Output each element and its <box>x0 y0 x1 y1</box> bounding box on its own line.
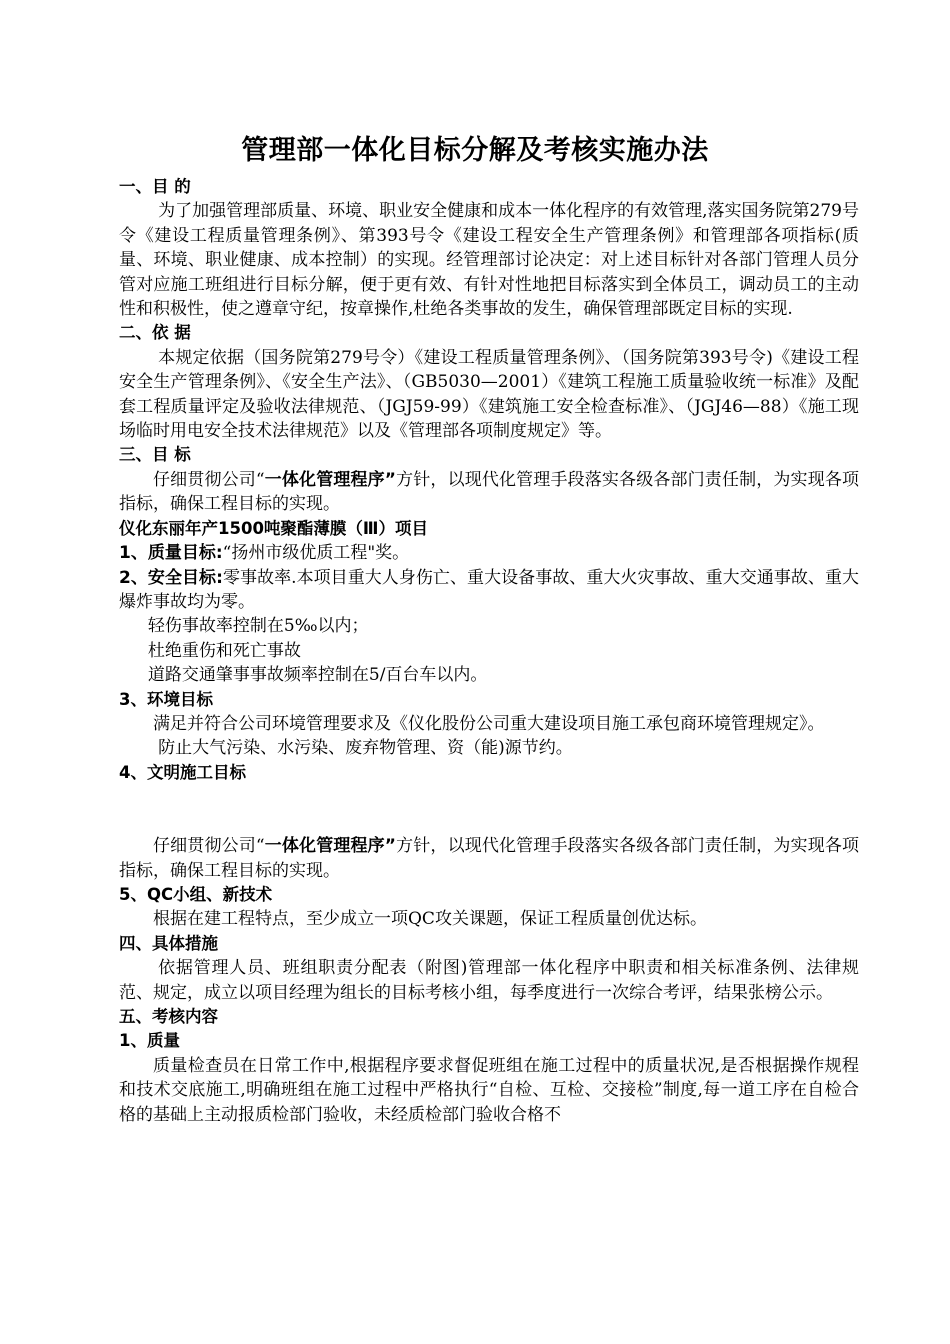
section-heading-goals: 三、目 标 <box>119 445 191 465</box>
document-title: 管理部一体化目标分解及考核实施办法 <box>241 135 709 166</box>
blank-gap <box>119 785 859 834</box>
section-heading-basis: 二、依 据 <box>119 323 191 343</box>
safety-goal-line-2: 杜绝重伤和死亡事故 <box>147 640 301 661</box>
quality-goal <box>119 541 859 565</box>
safety-goal <box>119 566 859 615</box>
civilized-text-pre: 仔细贯彻公司“ <box>153 836 265 857</box>
quality-goal-text: “扬州市级优质工程"奖。 <box>222 543 410 564</box>
assessment-quality-heading: 1、质量 <box>119 1031 180 1051</box>
civilized-construction-goal-heading: 4、文明施工目标 <box>119 762 246 782</box>
environment-goal-para-1: 满足并符合公司环境管理要求及《仪化股份公司重大建设项目施工承包商环境管理规定》。 <box>153 713 825 734</box>
goals-text-bold: 一体化管理程序” <box>264 469 396 490</box>
safety-goal-text: 零事故率.本项目重大人身伤亡、重大设备事故、重大火灾事故、重大交通事故、重大爆炸事故均为零。 <box>119 567 859 612</box>
civilized-construction-goal-para <box>119 834 859 883</box>
paragraph-basis: 本规定依据（国务院第279号令）《建设工程质量管理条例》、（国务院第393号令)《建设工程安全生产管理条例》、《安全生产法》、（GB5030—2001）《建筑工程施工质量验收统一标准》及配套工程质量评定及验收法律规范、（JGJ59-99）《建筑施工安全检查标准》、（JGJ46—88）《施工现场临时用电安全技术法律规范》以及《管理部各项制度规定》等。 <box>119 347 859 442</box>
quality-goal-label: 1、质量目标: <box>119 543 223 564</box>
goals-text-post: 方针，以现代化管理手段落实各级各部门责任制，为实现各项指标，确保工程目标的实现。 <box>119 469 859 515</box>
qc-goal-heading: 5、QC小组、新技术 <box>119 884 273 904</box>
paragraph-purpose: 为了加强管理部质量、环境、职业安全健康和成本一体化程序的有效管理,落实国务院第279号令《建设工程质量管理条例》、第393号令《建设工程安全生产管理条例》和管理部各项指标(质量、环境、职业健康、成本控制）的实现。经管理部讨论决定：对上述目标针对各部门管理人员分管对应施工班组进行目标分解，便于更有效、有针对性地把目标落实到全体员工，调动员工的主动性和积极性，使之遵章守纪，按章操作,杜绝各类事故的发生，确保管理部既定目标的实现. <box>119 201 859 320</box>
section-heading-purpose: 一、目 的 <box>119 177 191 196</box>
goals-text-pre: 仔细贯彻公司“ <box>153 469 265 490</box>
civilized-text-post: 方针，以现代化管理手段落实各级各部门责任制，为实现各项指标，确保工程目标的实现。 <box>119 836 859 881</box>
environment-goal-para-2: 防止大气污染、水污染、废弃物管理、资（能)源节约。 <box>158 738 573 759</box>
document-body <box>119 175 859 1127</box>
environment-goal-heading: 3、环境目标 <box>119 689 213 709</box>
qc-goal-para: 根据在建工程特点，至少成立一项QC攻关课题，保证工程质量创优达标。 <box>153 909 707 930</box>
paragraph-measures: 依据管理人员、班组职责分配表（附图)管理部一体化程序中职责和相关标准条例、法律规范、规定，成立以项目经理为组长的目标考核小组，每季度进行一次综合考评，结果张榜公示。 <box>119 958 859 1003</box>
project-title: 仪化东丽年产1500吨聚酯薄膜（Ⅲ）项目 <box>119 518 429 538</box>
safety-goal-label: 2、安全目标: <box>119 567 223 588</box>
safety-goal-line-3: 道路交通肇事事故频率控制在5/百台车以内。 <box>147 665 488 686</box>
paragraph-goals <box>119 468 859 517</box>
civilized-text-bold: 一体化管理程序” <box>264 836 396 857</box>
assessment-quality-para: 质量检查员在日常工作中,根据程序要求督促班组在施工过程中的质量状况,是否根据操作规程和技术交底施工,明确班组在施工过程中严格执行“自检、互检、交接检”制度,每一道工序在自检合格的基础上主动报质检部门验收，未经质检部门验收合格不 <box>119 1055 859 1125</box>
section-heading-measures: 四、具体措施 <box>119 933 218 953</box>
section-heading-assessment: 五、考核内容 <box>119 1007 218 1026</box>
safety-goal-line-1: 轻伤事故率控制在5‰以内； <box>147 616 369 637</box>
